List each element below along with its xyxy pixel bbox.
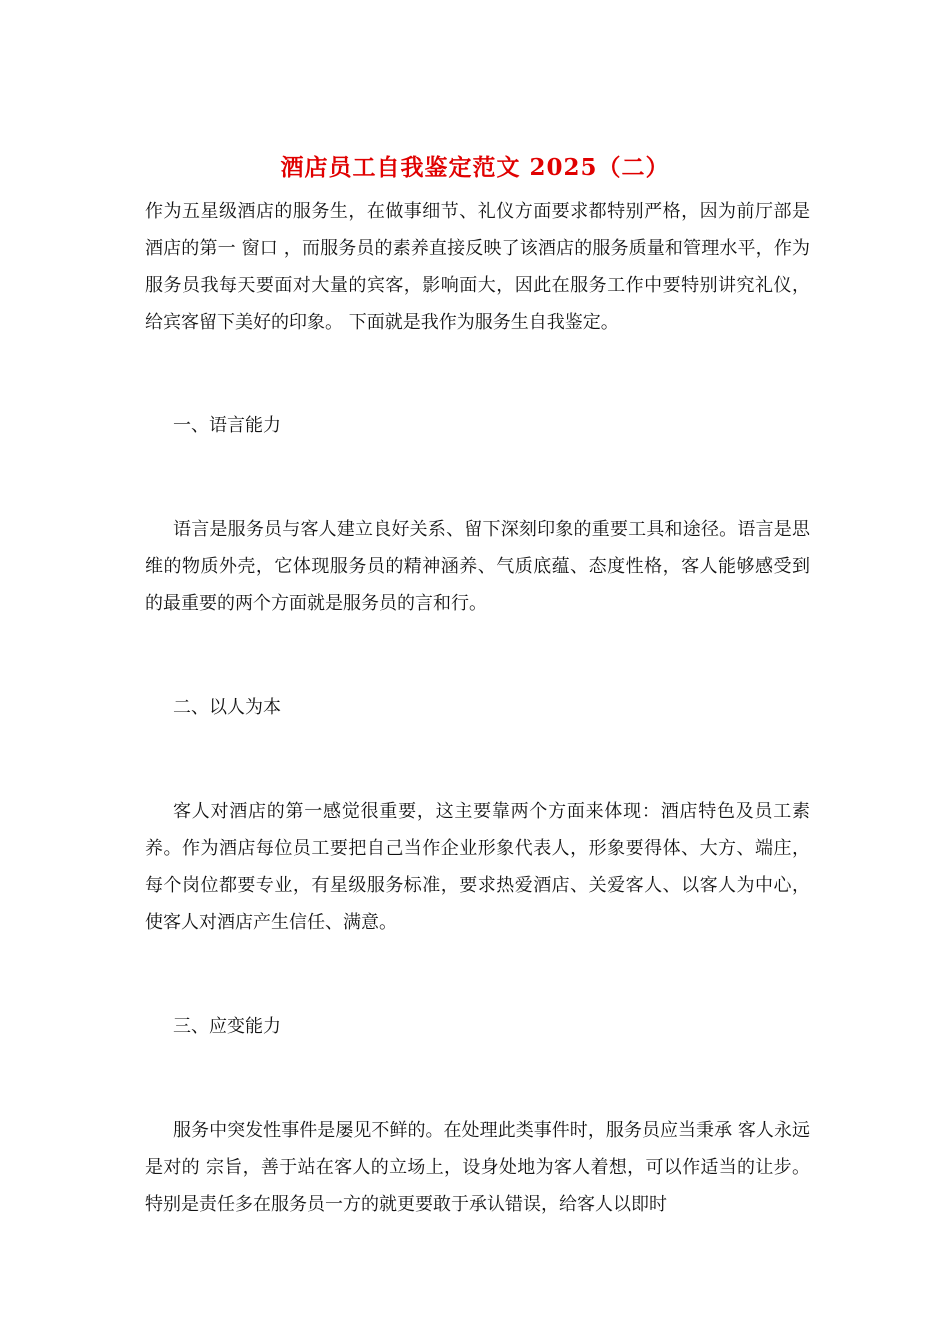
section-heading-adaptability: 三、应变能力 (173, 1016, 281, 1037)
intro-paragraph: 作为五星级酒店的服务生，在做事细节、礼仪方面要求都特别严格，因为前厅部是酒店的第一 窗口 ，而服务员的素养直接反映了该酒店的服务质量和管理水平，作为服务员我每天要面对大量的宾客，影响面大，因此在服务工作中要特别讲究礼仪，给宾客留下美好的印象。 下面就是我作为服务生自我鉴定。 (145, 201, 810, 333)
section-body-language: 语言是服务员与客人建立良好关系、留下深刻印象的重要工具和途径。语言是思维的物质外壳，它体现服务员的精神涵养、气质底蕴、态度性格，客人能够感受到的最重要的两个方面就是服务员的言和行。 (145, 519, 810, 614)
section-heading-people: 二、以人为本 (173, 697, 281, 718)
section-heading-language: 一、语言能力 (173, 415, 281, 436)
section-body-adaptability: 服务中突发性事件是屡见不鲜的。在处理此类事件时，服务员应当秉承 客人永远是对的 宗旨，善于站在客人的立场上，设身处地为客人着想，可以作适当的让步。特别是责任多在服务员一方的就更要敢于承认错误，给客人以即时 (145, 1120, 810, 1215)
section-body-people: 客人对酒店的第一感觉很重要，这主要靠两个方面来体现：酒店特色及员工素养。作为酒店每位员工要把自己当作企业形象代表人，形象要得体、大方、端庄，每个岗位都要专业，有星级服务标准，要求热爱酒店、关爱客人、以客人为中心，使客人对酒店产生信任、满意。 (145, 801, 810, 933)
document-title: 酒店员工自我鉴定范文 2025（二） (280, 154, 670, 181)
